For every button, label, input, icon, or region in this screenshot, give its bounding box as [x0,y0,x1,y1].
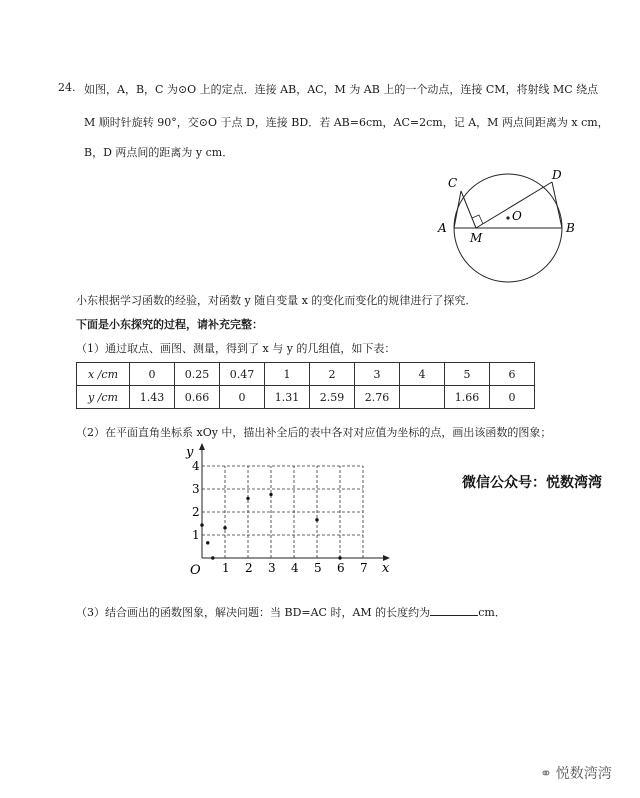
x-tick-label: 2 [245,561,253,575]
step-2-text: （2）在平面直角坐标系 xOy 中，描出补全后的表中各对对应值为坐标的点，画出该函数的图象； [76,426,552,439]
y-tick-labels [192,459,200,542]
answer-blank[interactable] [430,604,478,616]
question-number: 24. [58,81,76,94]
table-cell: 2.59 [310,386,355,409]
center-dot [506,216,509,219]
y-tick-label: 4 [192,459,200,473]
grid-lines [202,466,363,558]
wechat-icon: ⚭ [540,766,552,782]
circle-figure [428,162,588,290]
y-tick-label: 1 [192,528,200,542]
table-cell-empty [400,386,445,409]
x-tick-label: 1 [222,561,230,575]
table-header-x: x /cm [77,363,130,386]
table-cell: 1.31 [265,386,310,409]
x-tick-label: 6 [337,561,345,575]
section-heading: 下面是小东探究的过程，请补充完整： [76,318,263,331]
label-m: M [470,231,483,245]
chord-ac [454,191,461,228]
table-cell: 0 [490,386,535,409]
problem-line-3: B，D 两点间的距离为 y cm． [84,146,234,159]
intro-text: 小东根据学习函数的经验，对函数 y 随自变量 x 的变化而变化的规律进行了探究． [76,294,477,307]
table-cell: 0 [220,386,265,409]
plotted-point [246,497,249,500]
footer-brand [540,763,612,783]
table-header-y: y /cm [77,386,130,409]
x-tick-label: 3 [268,561,276,575]
label-b: B [566,221,575,235]
plotted-point [200,523,203,526]
origin-label: O [190,563,201,578]
label-d: D [552,168,562,182]
plotted-point [223,526,226,529]
table-cell: 0 [130,363,175,386]
table-cell: 5 [445,363,490,386]
table-cell: 1.66 [445,386,490,409]
table-cell: 2.76 [355,386,400,409]
plotted-point [315,518,318,521]
footer-text: 悦数湾湾 [555,766,612,782]
step-3-unit: cm． [478,606,506,619]
label-o: O [512,209,522,223]
table-cell: 0.25 [175,363,220,386]
table-cell: 1 [265,363,310,386]
coordinate-plane [176,440,396,580]
table-cell: 4 [400,363,445,386]
x-tick-label: 4 [291,561,299,575]
step-1-text: （1）通过取点、画图、测量，得到了 x 与 y 的几组值，如下表： [76,342,396,355]
table-cell: 0.66 [175,386,220,409]
x-axis-label: x [382,561,390,576]
wechat-watermark: 微信公众号：悦数湾湾 [462,475,602,491]
table-row-x [77,363,535,386]
table-cell: 2 [310,363,355,386]
table-cell: 3 [355,363,400,386]
problem-line-1: 如图，A，B，C 为⊙O 上的定点．连接 AB，AC，M 为 AB 上的一个动点，连接 CM，将射线 MC 绕点 [84,83,599,96]
values-table [76,362,535,409]
y-axis-arrow [199,443,205,450]
y-tick-label: 2 [192,505,200,519]
x-tick-labels [222,561,368,575]
step-3-text [76,604,506,620]
table-cell: 1.43 [130,386,175,409]
label-c: C [448,176,458,190]
table-cell: 6 [490,363,535,386]
plotted-point [338,556,341,559]
table-row-y [77,386,535,409]
problem-line-2: M 顺时针旋转 90°，交⊙O 于点 D，连接 BD．若 AB=6cm，AC=2cm，记 A，M 两点间距离为 x cm， [84,116,609,129]
label-a: A [438,221,447,235]
segment-cm [461,191,476,228]
y-axis-label: y [186,445,194,460]
plotted-point [269,493,272,496]
chord-bd [552,182,562,228]
table-cell: 0.47 [220,363,265,386]
plotted-point [211,556,214,559]
step-3-prompt: （3）结合画出的函数图象，解决问题：当 BD=AC 时，AM 的长度约为 [76,606,431,619]
plotted-point [206,541,209,544]
y-tick-label: 3 [192,482,200,496]
x-tick-label: 5 [314,561,322,575]
x-tick-label: 7 [360,561,368,575]
